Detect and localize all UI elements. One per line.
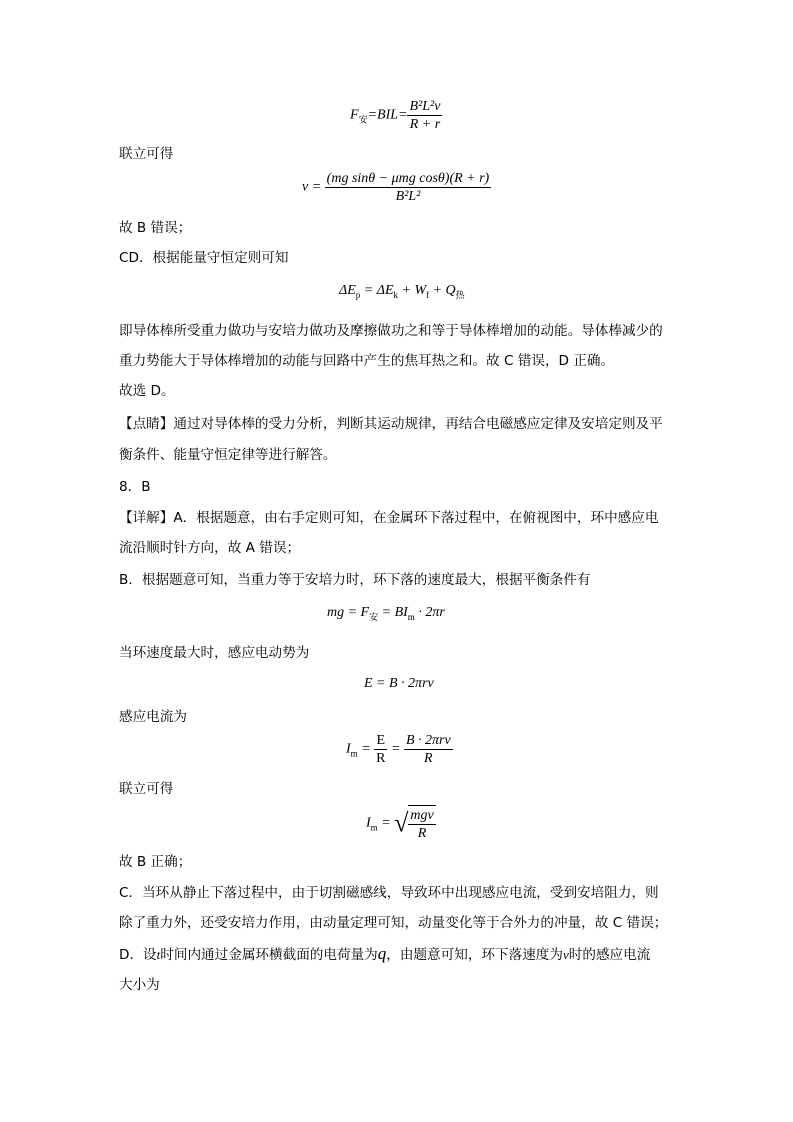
text-line: 当环速度最大时，感应电动势为 [119,645,310,661]
equation-induced-current: $I_m$ = $\frac{E}{R}$ = $\frac{\text{B · 2πrv}}{R}$ [346,733,451,766]
text-segment: 时间内通过金属环横截面的电荷量为 [160,947,378,963]
text-line: 流沿顺时针方向，故 A 错误； [119,540,301,556]
text-line: 故选 D。 [119,383,175,399]
text-line: 即导体棒所受重力做功与安培力做功及摩擦做功之和等于导体棒增加的动能。导体棒减少的 [119,323,663,339]
question-number: 8．B [119,479,151,495]
text-line: CD．根据能量守恒定则可知 [119,250,289,266]
variable-q: q [377,944,387,963]
text-line: 大小为 [119,977,160,993]
equation-ampere-force: $F_安=BIL=$ $\frac{\text{B²L²v}}{R + r}$ [350,99,441,132]
text-line [119,944,650,965]
text-segment: 时的感应电流 [568,947,651,963]
equation-max-current: $I_m$ = √ $\frac{\text{mgv}}{R}$ [366,805,436,842]
variable-t: t [156,947,161,962]
text-line: 重力势能大于导体棒增加的动能与回路中产生的焦耳热之和。故 C 错误，D 正确。 [119,353,615,369]
equation-energy-conservation: $\Delta E_p = \Delta E_k + W_f + Q_热$ [339,283,465,300]
text-line: 联立可得 [119,781,174,797]
text-line: C．当环从静止下落过程中，由于切割磁感线，导致环中出现感应电流，受到安培阻力，则 [119,885,659,901]
text-line: 【详解】A．根据题意，由右手定则可知，在金属环下落过程中，在俯视图中，环中感应电 [119,510,659,526]
text-line: 感应电流为 [119,709,187,725]
variable-v: v [563,947,569,962]
text-line: 故 B 错误； [119,220,192,236]
text-line: 故 B 正确； [119,854,192,870]
text-line: 除了重力外，还受安培力作用，由动量定理可知，动量变化等于合外力的冲量，故 C 错误； [119,915,668,931]
text-line: 联立可得 [119,146,174,162]
text-line: B．根据题意可知，当重力等于安培力时，环下落的速度最大，根据平衡条件有 [119,572,591,588]
equation-emf: E = B · 2πrv [364,676,434,691]
equation-velocity: v = $\frac{\text{(mg sinθ − μmg cosθ)(R + r)}}{\text{B²L²}}$ [302,171,490,204]
text-segment: ，由题意可知，环下落速度为 [386,947,563,963]
equation-force-balance: mg = $F_安 = BI_m \cdot 2\pi r$ [327,605,445,622]
text-line: 【点睛】通过对导体棒的受力分析，判断其运动规律，再结合电磁感应定律及安培定则及平 [119,416,663,432]
text-segment: D．设 [119,947,157,963]
text-line: 衡条件、能量守恒定律等进行解答。 [119,447,337,463]
